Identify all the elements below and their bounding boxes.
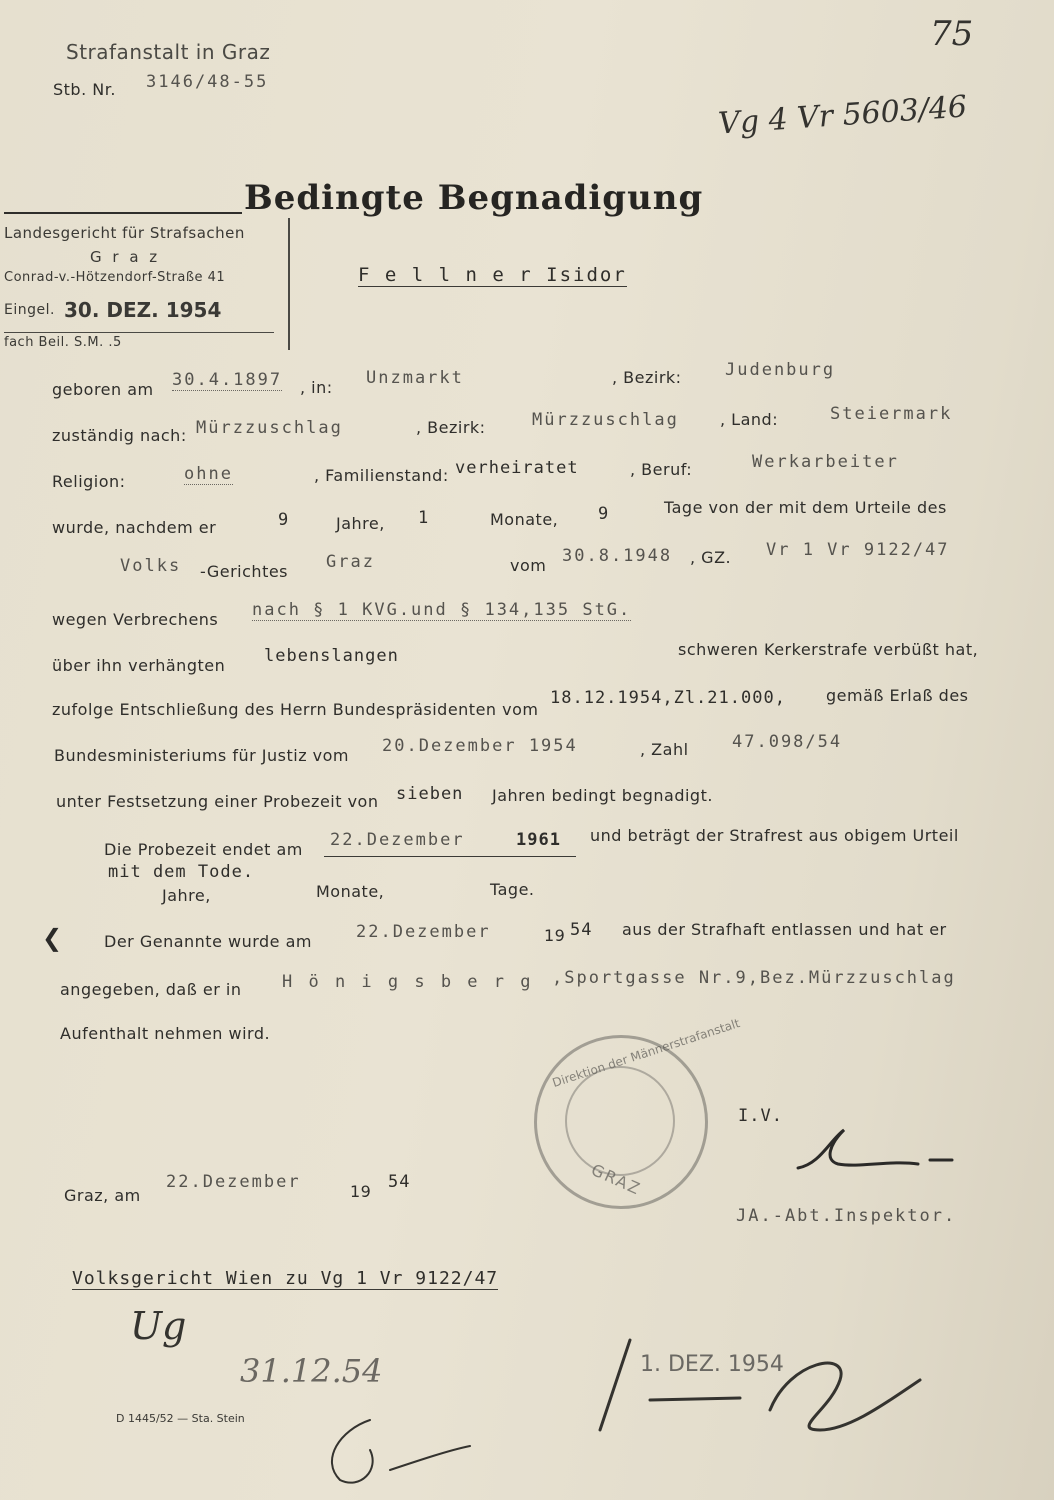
court-stamp-footer: fach Beil. S.M. .5 [4,332,274,350]
job-label: , Beruf: [630,460,693,479]
signature-place-label: Graz, am [64,1186,141,1205]
imposed-tail: schweren Kerkerstrafe verbüßt hat, [678,640,979,659]
born-label: geboren am [52,380,154,399]
residence-place: H ö n i g s b e r g [282,972,534,992]
signature-year: 54 [388,1172,411,1192]
verdict-vom-label: vom [510,556,547,575]
wurde-prefix: wurde, nachdem er [52,518,217,537]
crime-label: wegen Verbrechens [52,610,219,629]
court-stamp-received-label: Eingel. [4,302,55,318]
imposed-value: lebenslangen [264,646,399,666]
signature-scribble [790,1120,960,1184]
probation-end-label: Die Probezeit endet am [104,840,303,859]
job-value: Werkarbeiter [752,452,899,472]
residence-tail: Aufenthalt nehmen wird. [60,1024,271,1043]
born-value: 30.4.1897 [172,370,283,390]
ministry-zahl-label: , Zahl [640,740,689,759]
land-value: Steiermark [830,404,953,424]
release-label: Der Genannte wurde am [104,932,312,951]
institution-header: Strafanstalt in Graz [66,40,271,64]
court-stamp-line1: Landesgericht für Strafsachen [4,224,245,242]
margin-mark-icon: ❮ [42,924,63,952]
release-date: 22.Dezember [356,922,491,942]
verdict-date: 30.8.1948 [562,546,673,566]
stb-number: 3146/48-55 [146,72,269,92]
gz-value: Vr 1 Vr 9122/47 [766,540,950,560]
gz-label: , GZ. [690,548,732,567]
ministry-label: Bundesministeriums für Justiz vom [54,746,350,765]
probation-end-year: 1961 [516,830,561,850]
ministry-date: 20.Dezember 1954 [382,736,578,756]
court-stamp [0,218,290,350]
resolution-tail: gemäß Erlaß des [826,686,969,705]
court-stamp-line2: G r a z [90,248,161,266]
handwritten-initials: Ug [130,1304,187,1348]
court-stamp-line3: Conrad-v.-Hötzendorf-Straße 41 [4,270,226,285]
probation-end-date: 22.Dezember [330,830,465,850]
signature-iv: I.V. [738,1106,783,1126]
document-title: Bedingte Begnadigung [244,178,704,218]
receipt-stamp-date: 1. DEZ. 1954 [640,1352,784,1377]
person-name: F e l l n e r Isidor [358,264,627,286]
served-years: 9 [278,510,290,530]
served-days: 9 [598,504,610,524]
remaining-years-label: Jahre, [162,886,211,905]
signature-date: 22.Dezember [166,1172,301,1192]
family-label: , Familienstand: [314,466,449,485]
title-rule [4,212,242,214]
religion-value: ohne [184,464,233,484]
court-type: Volks [120,556,182,576]
court-place: Graz [326,552,375,572]
remaining-sentence: mit dem Tode. [108,862,255,882]
land-label: , Land: [720,410,779,429]
prison-stamp-top-text: Direktion der Männerstrafanstalt [550,1016,742,1090]
residence-label: angegeben, daß er in [60,980,242,999]
prison-stamp-inner [565,1066,675,1176]
resolution-label: zufolge Entschließung des Herrn Bundespräsidenten vom [52,700,539,719]
stb-label: Stb. Nr. [53,80,116,99]
probation-tail: Jahren bedingt begnadigt. [492,786,713,805]
court-type-label: -Gerichtes [200,562,289,581]
ministry-zahl-value: 47.098/54 [732,732,843,752]
resident-value: Mürzzuschlag [196,418,343,438]
residence-address: ,Sportgasse Nr.9,Bez.Mürzzuschlag [552,968,956,988]
served-days-tail: Tage von der mit dem Urteile des [664,498,947,517]
court-stamp-received-date: 30. DEZ. 1954 [64,298,222,322]
family-value: verheiratet [455,458,579,478]
remaining-days-label: Tage. [490,880,535,899]
probation-label: unter Festsetzung einer Probezeit von [56,792,379,811]
signature-year-prefix: 19 [350,1182,372,1201]
born-place: Unzmarkt [366,368,464,388]
resolution-value: 18.12.1954,Zl.21.000, [550,688,786,708]
served-years-label: Jahre, [336,514,385,533]
imposed-label: über ihn verhängten [52,656,226,675]
handwritten-date: 31.12.54 [240,1352,383,1390]
resident-label: zuständig nach: [52,426,187,445]
served-months: 1 [418,508,430,528]
release-year-prefix: 19 [544,926,566,945]
religion-label: Religion: [52,472,126,491]
served-months-label: Monate, [490,510,559,529]
signature-role: JA.-Abt.Inspektor. [736,1206,957,1226]
born-in-label: , in: [300,378,333,397]
corner-mark: 75 [930,14,974,54]
probation-end-tail: und beträgt der Strafrest aus obigem Urteil [590,826,959,845]
district1-value: Judenburg [725,360,836,380]
crime-value: nach § 1 KVG.und § 134,135 StG. [252,600,632,620]
forwarding-note: Volksgericht Wien zu Vg 1 Vr 9122/47 [72,1268,499,1289]
remaining-months-label: Monate, [316,882,385,901]
final-scribble [590,1330,930,1454]
prison-stamp-center-text: GRAZ [588,1160,645,1199]
probation-end-rule [324,856,576,857]
district2-value: Mürzzuschlag [532,410,679,430]
form-number: D 1445/52 — Sta. Stein [116,1412,245,1425]
district2-label: , Bezirk: [416,418,486,437]
release-year: 54 [570,920,593,940]
probation-value: sieben [396,784,464,804]
district1-label: , Bezirk: [612,368,682,387]
file-reference: Vg 4 Vr 5603/46 [717,89,969,142]
bottom-scribble [300,1410,480,1494]
release-tail: aus der Strafhaft entlassen und hat er [622,920,947,939]
